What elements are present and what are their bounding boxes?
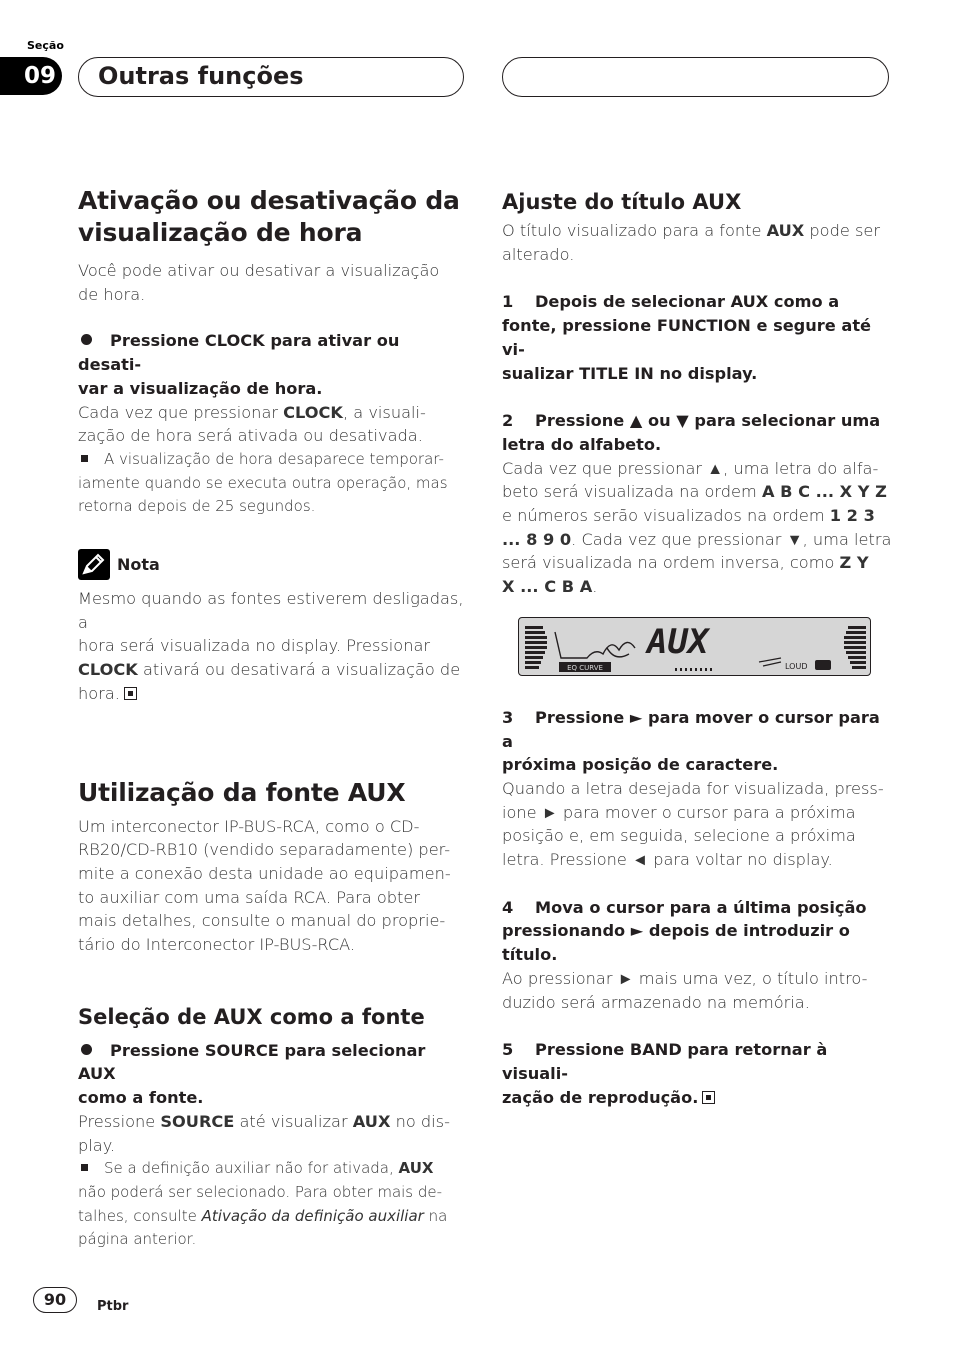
step-3-body: Quando a letra desejada for visualizada, press- ione ► para mover o cursor para a próxima posição e, em seguida, selecione a próxima letra. Pressione ◄ para voltar no display. [502, 778, 884, 870]
step-2-body: Cada vez que pressionar ▲, uma letra do alfa- beto será visualizada na ordem A B C ... X Y Z e números serão visualizados na ordem 1 2 3 ... 8 9 0. Cada vez que pressionar ▼, uma letra será visualizada na ordem inversa, como Z Y X ... C B A. [502, 458, 892, 597]
aux-intro: Um interconector IP-BUS-RCA, como o CD- RB20/CD-RB10 (vendido separadamente) per- mite a conexão desta unidade ao equipamen- to auxiliar com uma saída RCA. Para obter mais detalhes, consulte o manual do proprie- tário do Interconector IP-BUS-RCA. [78, 816, 451, 955]
clock-intro: Você pode ativar ou desativar a visualização de hora. [78, 261, 440, 304]
step-4-body: Ao pressionar ► mais uma vez, o título intro- duzido será armazenado na memória. [502, 968, 868, 1012]
bullet-icon [81, 1044, 92, 1055]
nota-body: Mesmo quando as fontes estiverem desligadas, a hora será visualizada no display. Pressionar CLOCK ativará ou desativará a visualização de hora. [78, 589, 464, 703]
lcd-graphic [519, 618, 871, 676]
section-heading-clock: Ativação ou desativação da visualização de hora [78, 186, 460, 247]
square-bullet-icon [81, 455, 88, 462]
header-title: Outras funções [98, 62, 304, 90]
bullet-icon [81, 334, 92, 345]
lcd-loud-label: LOUD [785, 661, 808, 671]
subheading-aux-title: Ajuste do título AUX [502, 190, 742, 214]
right-column [502, 188, 892, 1109]
end-mark-icon [124, 687, 137, 700]
clock-step: Pressione CLOCK para ativar ou desati- var a visualização de hora. [78, 331, 400, 398]
clock-body: Cada vez que pressionar CLOCK, a visuali- zação de hora será ativada ou desativada. [78, 402, 426, 446]
left-column [78, 185, 468, 1252]
aux-title-intro: O título visualizado para a fonte AUX pode ser alterado. [502, 221, 881, 264]
step-3: 3 Pressione ► para mover o cursor para a próxima posição de caractere. [502, 707, 880, 775]
page-number: 90 [33, 1287, 77, 1313]
step-2: 2 Pressione ▲ ou ▼ para selecionar uma letra do alfabeto. [502, 411, 881, 454]
select-aux-step: Pressione SOURCE para selecionar AUX como a fonte. [78, 1040, 426, 1108]
nota-label: Nota [117, 555, 160, 575]
header-right-frame [502, 57, 889, 97]
step-1: 1 Depois de selecionar AUX como a fonte, pressione FUNCTION e segure até vi- sualizar TITLE IN no display. [502, 292, 872, 383]
step-5: 5 Pressione BAND para retornar à visuali- zação de reprodução. [502, 1040, 828, 1107]
lcd-eq-label: EQ CURVE [567, 663, 603, 672]
section-heading-aux: Utilização da fonte AUX [78, 777, 406, 807]
lcd-display [518, 617, 871, 676]
subheading-select-aux: Seleção de AUX como a fonte [78, 1004, 425, 1029]
step-4: 4 Mova o cursor para a última posição pressionando ► depois de introduzir o título. [502, 897, 867, 965]
pencil-note-icon [78, 549, 110, 580]
select-aux-body: Pressione SOURCE até visualizar AUX no dis- play. [78, 1111, 450, 1155]
square-bullet-icon [81, 1164, 88, 1171]
nota-header [78, 549, 468, 580]
end-mark-icon [702, 1091, 715, 1104]
section-label: Seção [27, 39, 64, 52]
section-number-badge: 09 [0, 57, 62, 95]
language-code: Ptbr [97, 1299, 129, 1314]
lcd-segment-text: AUX [647, 621, 709, 662]
select-aux-note: Se a definição auxiliar não for ativada, AUX não poderá ser selecionado. Para obter mais de- talhes, consulte Ativação da definição auxiliar na página anterior. [78, 1159, 448, 1249]
clock-note: A visualização de hora desaparece temporar- iamente quando se executa outra operação, mas retorna depois de 25 segundos. [78, 449, 448, 516]
